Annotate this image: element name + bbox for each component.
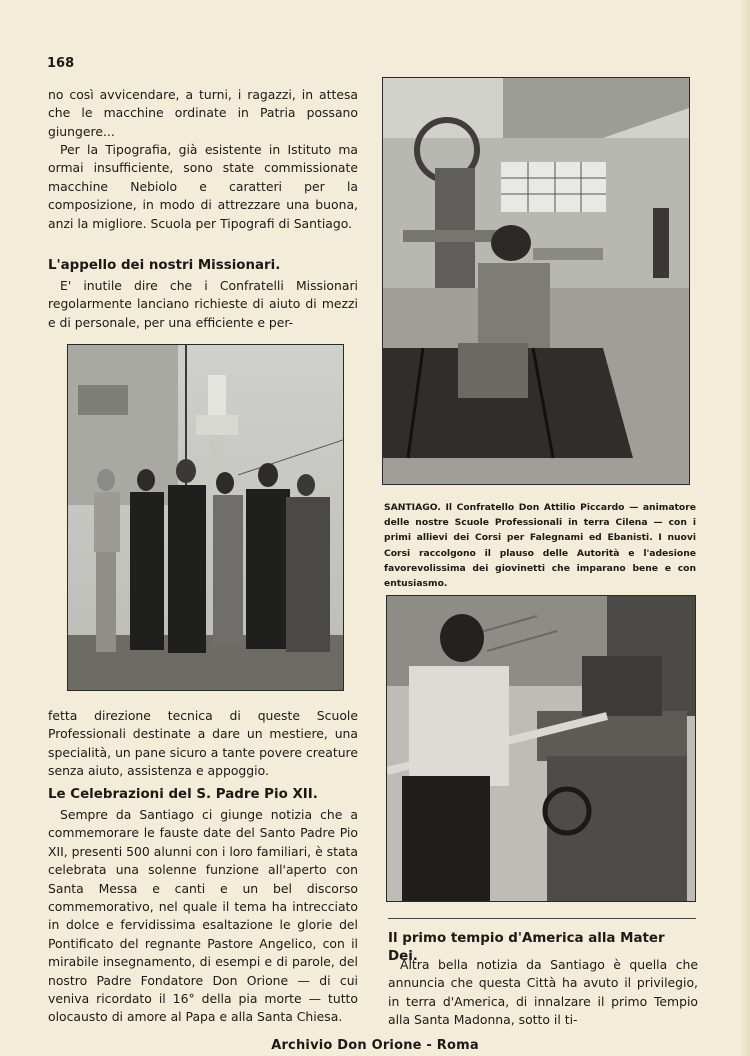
section-divider (388, 918, 696, 919)
machine-photo (386, 595, 696, 902)
temple-paragraph: Altra bella notizia da Santiago è quella che annuncia che questa Città ha avuto il privilegio, in terra d'America, di innalzare il primo Tempio alla Santa Madonna, sotto il ti- (388, 957, 698, 1028)
page-edge-shadow (740, 0, 750, 1056)
heading-appeal: L'appello dei nostri Missionari. (48, 258, 281, 273)
page-number: 168 (47, 56, 75, 71)
heading-temple: Il primo tempio d'America alla Mater Dei. (388, 931, 665, 964)
appeal-paragraph: E' inutile dire che i Confratelli Missionari regolarmente lanciano richieste di aiuto di mezzi e di personale, per una efficiente e per- (48, 278, 358, 330)
workshop-photo (382, 77, 690, 485)
appeal-continuation: fetta direzione tecnica di queste Scuole Professionali destinate a dare un mestiere, una specialità, un pane sicuro a tante povere creature senza aiuto, assistenza e appoggio. (48, 708, 358, 779)
celebrations-paragraph: Sempre da Santiago ci giunge notizia che a commemorare le fauste date del Santo Padre Pio XII, presenti 500 alunni con i loro familiari, è stata celebrata una solenne funzione all'aperto con Santa Messa e canti e un bel discorso commemorativo, nel quale il tema ha intrecciato in dolce e fervidissima esaltazione le glorie del Pontificato del regnante Pastore Angelico, con il mirabile insegnamento, di esempi e di parole, del nostro Padre Fondatore Don Orione — di cui veniva ricordato il 16° della pia morte — tutto olocausto di amore al Papa e alla Santa Chiesa. (48, 807, 358, 1025)
heading-celebrations: Le Celebrazioni del S. Padre Pio XII. (48, 787, 318, 802)
archive-footer: Archivio Don Orione - Roma (271, 1038, 479, 1053)
photo-caption: SANTIAGO. Il Confratello Don Attilio Piccardo — animatore delle nostre Scuole Professionali in terra Cilena — con i primi allievi dei Corsi per Falegnami ed Ebanisti. I nuovi Corsi raccolgono il plauso delle Autorità e l'adesione favorevolissima dei giovinetti che imparano bene e con entusiasmo. (384, 502, 696, 590)
tipografia-paragraph: Per la Tipografia, già esistente in Istituto ma ormai insufficiente, sono state commissionate macchine Nebiolo e caratteri per la composizione, in modo di attrezzare una buona, anzi la migliore. Scuola per Tipografi di Santiago. (48, 142, 358, 231)
group-photo (67, 344, 344, 691)
intro-paragraph: no così avvicendare, a turni, i ragazzi, in attesa che le macchine ordinate in Patria possano giungere... (48, 87, 358, 139)
